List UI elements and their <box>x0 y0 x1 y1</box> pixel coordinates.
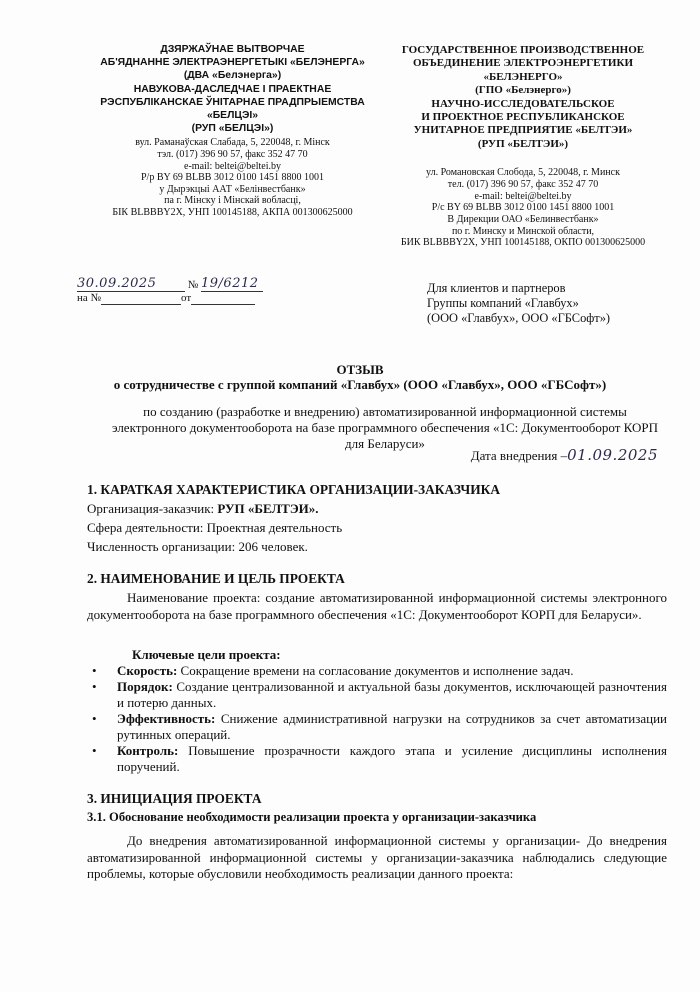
goal-item: • Порядок: Создание централизованной и актуальной базы документов, исключающей разночтения и потерю данных. <box>92 679 667 710</box>
section-3-heading: 3. ИНИЦИАЦИЯ ПРОЕКТА <box>87 791 262 806</box>
bullet-icon: • <box>92 711 97 726</box>
section-3-1-paragraph: До внедрения автоматизированной информационной системы у организации- До внедрения автоматизированной информационной системы у организации-заказчика наблюдались следующие проблемы, которые обусловили необходимость реализации данного проекта: <box>87 833 667 881</box>
goal-item: • Скорость: Сокращение времени на согласование документов и исполнение задач. <box>92 663 574 678</box>
section-1-heading: 1. КАРАТКАЯ ХАРАКТЕРИСТИКА ОРГАНИЗАЦИИ-ЗАКАЗЧИКА <box>87 482 501 497</box>
number-field <box>201 277 263 292</box>
section-2 <box>87 569 667 623</box>
section-1 <box>87 480 667 556</box>
impl-date-label: Дата внедрения – <box>470 448 568 463</box>
contact-block-by: вул. Раманаўская Слабада, 5, 220048, г. Мінск тэл. (017) 396 90 57, факс 352 47 70 e-mail: beltei@beltei.by Р/р BY 69 BLBB 3012 0100 1451 8800 1001 у Дырэкцыі ААТ «Белінвестбанк» па г. Мінску і Мінскай вобласці, БІК BLBBBY2X, УНП 100145188, АКПА 001300625000 <box>112 137 353 218</box>
bullet-icon: • <box>92 679 97 694</box>
letterhead-russian <box>378 44 668 249</box>
outgoing-registration <box>77 277 263 291</box>
handwritten-number: 19/6212 <box>201 276 259 291</box>
document-description: по созданию (разработке и внедрению) автоматизированной информационной системы электронного документооборота на базе программного обеспечения «1С: Документооборот КОРП для Беларуси» <box>111 404 659 451</box>
contact-block-ru: ул. Романовская Слобода, 5, 220048, г. Минск тел. (017) 396 90 57, факс 352 47 70 e-mail: beltei@beltei.by Р/с BY 69 BLBB 3012 0100 1451 8800 1001 В Дирекции ОАО «Белинвестбанк» по г. Минску и Минской области, БИК BLBBBY2X, УНП 100145188, ОКПО 001300625000 <box>400 167 646 249</box>
ref-number-blank <box>101 293 181 305</box>
handwritten-date: 30.09.2025 <box>77 276 157 291</box>
org-name-ru: ГОСУДАРСТВЕННОЕ ПРОИЗВОДСТВЕННОЕ ОБЪЕДИНЕНИЕ ЭЛЕКТРОЭНЕРГЕТИКИ «БЕЛЭНЕРГО» (ГПО «Белэнерго») НАУЧНО-ИССЛЕДОВАТЕЛЬСКОЕ И ПРОЕКТНОЕ РЕСПУБЛИКАНСКОЕ УНИТАРНОЕ ПРЕДПРИЯТИЕ «БЕЛТЭИ» (РУП «БЕЛТЭИ») <box>401 44 645 150</box>
registration-block <box>77 277 263 305</box>
number-label: № <box>187 279 199 291</box>
document-title: ОТЗЫВ <box>336 362 384 377</box>
project-name-paragraph: Наименование проекта: создание автоматизированной информационной системы электронного документооборота на базе программного обеспечения «1С: Документооборот КОРП для Беларуси». <box>87 590 667 622</box>
from-label: от <box>181 292 192 304</box>
handwritten-impl-date: 01.09.2025 <box>567 446 658 464</box>
implementation-date <box>471 446 658 464</box>
bullet-icon: • <box>92 743 97 758</box>
section-2-heading: 2. НАИМЕНОВАНИЕ И ЦЕЛЬ ПРОЕКТА <box>87 571 345 586</box>
key-goals <box>87 647 667 775</box>
ref-label: на № <box>77 292 102 304</box>
section-3 <box>87 789 667 883</box>
date-field <box>77 277 185 292</box>
letterhead-belarusian <box>95 43 370 219</box>
sphere-line: Сфера деятельности: Проектная деятельность <box>87 520 343 535</box>
bullet-icon: • <box>92 663 97 678</box>
ref-date-blank <box>191 293 255 305</box>
customer-line: Организация-заказчик: РУП «БЕЛТЭИ». <box>87 501 319 516</box>
addressee-block: Для клиентов и партнеров Группы компаний «Главбух» (ООО «Главбух», ООО «ГБСофт») <box>427 281 611 325</box>
customer-name: РУП «БЕЛТЭИ». <box>217 501 319 516</box>
headcount-line: Численность организации: 206 человек. <box>87 539 308 554</box>
goals-heading: Ключевые цели проекта: <box>132 647 281 662</box>
org-name-by: ДЗЯРЖАЎНАЕ ВЫТВОРЧАЕ АБ'ЯДНАННЕ ЭЛЕКТРАЭНЕРГЕТЫКІ «БЕЛЭНЕРГА» (ДВА «Белэнерга») НАВУКОВА-ДАСЛЕДЧАЕ І ПРАЕКТНАЕ РЭСПУБЛІКАНСКАЕ ЎНІТАРНАЕ ПРАДПРЫЕМСТВА «БЕЛЦЭІ» (РУП «БЕЛЦЭІ») <box>100 44 365 135</box>
section-3-1-heading: 3.1. Обоснование необходимости реализации проекта у организации-заказчика <box>87 810 537 824</box>
goal-item: • Эффективность: Снижение административной нагрузки на сотрудников за счет автоматизации рутинных операций. <box>92 711 667 742</box>
goals-list <box>87 663 667 775</box>
incoming-reference <box>77 291 263 305</box>
document-subtitle: о сотрудничестве с группой компаний «Главбух» (ООО «Главбух», ООО «ГБСофт») <box>113 377 607 392</box>
goal-item: • Контроль: Повышение прозрачности каждого этапа и усиление дисциплины исполнения поручений. <box>92 743 667 774</box>
